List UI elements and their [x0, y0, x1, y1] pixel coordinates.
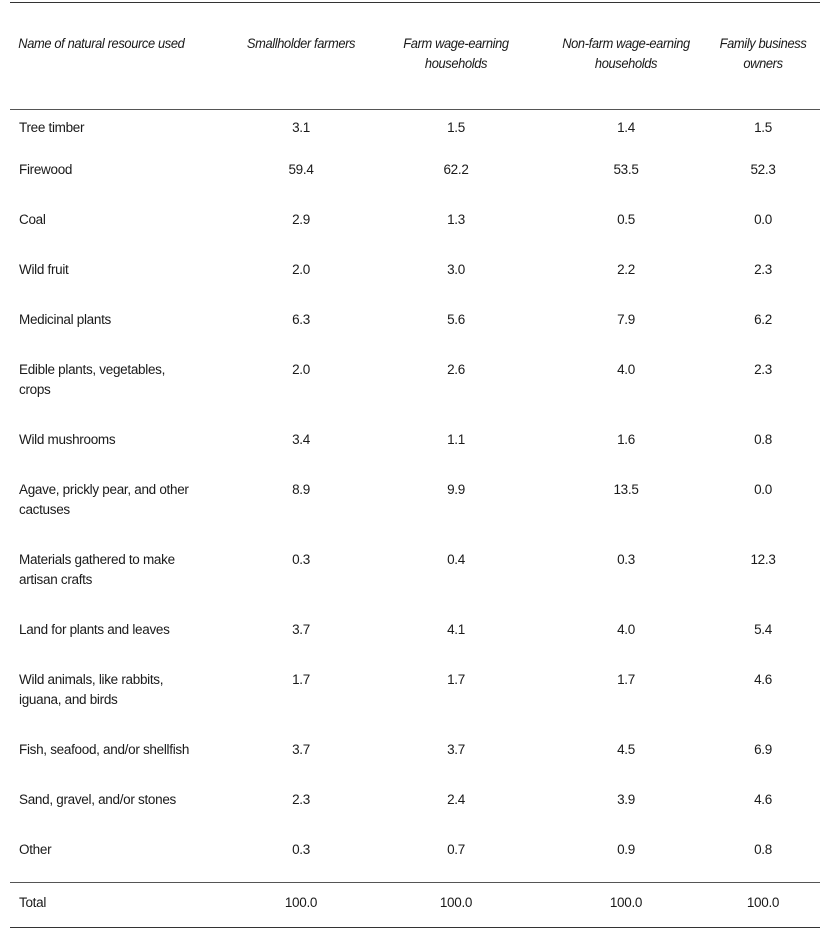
smallholder-value-cell: 0.3	[292, 842, 310, 857]
farm-wage-value-cell: 9.9	[447, 482, 465, 497]
non-farm-wage-value-cell: 1.4	[617, 120, 635, 135]
table-row	[10, 352, 820, 422]
non-farm-wage-value-cell: 0.9	[617, 842, 635, 857]
smallholder-value-cell: 2.9	[292, 212, 310, 227]
table-row	[10, 612, 820, 662]
smallholder-value-cell: 2.3	[292, 792, 310, 807]
farm-wage-value-cell: 4.1	[447, 622, 465, 637]
table-row	[10, 252, 820, 302]
farm-wage-value-cell: 1.7	[447, 672, 465, 687]
farm-wage-value-cell: 1.5	[447, 120, 465, 135]
smallholder-value-cell: 3.4	[292, 432, 310, 447]
smallholder-value-cell: 3.1	[292, 120, 310, 135]
non-farm-wage-value-cell: 13.5	[613, 482, 639, 497]
smallholder-value-cell: 8.9	[292, 482, 310, 497]
farm-wage-value-cell: 1.3	[447, 212, 465, 227]
farm-wage-value-cell: 3.7	[447, 742, 465, 757]
resource-name-cell: Medicinal plants	[19, 312, 112, 327]
non-farm-wage-value-cell: 1.7	[617, 672, 635, 687]
resource-name-cell: Tree timber	[19, 120, 85, 135]
table-row	[10, 732, 820, 782]
farm-wage-value-cell: 1.1	[447, 432, 465, 447]
resource-name-cell: Coal	[19, 212, 46, 227]
non-farm-wage-value-cell: 53.5	[613, 162, 639, 177]
table-row	[10, 472, 820, 542]
table-row	[10, 542, 820, 612]
farm-wage-value-cell: 2.4	[447, 792, 465, 807]
table-row	[10, 202, 820, 252]
non-farm-wage-value-cell: 4.0	[617, 622, 635, 637]
non-farm-wage-value-cell: 4.0	[617, 362, 635, 377]
total-smallholder: 100.0	[284, 895, 318, 910]
family-business-value-cell: 0.8	[754, 842, 772, 857]
smallholder-value-cell: 3.7	[292, 742, 310, 757]
smallholder-value-cell: 3.7	[292, 622, 310, 637]
farm-wage-value-cell: 0.7	[447, 842, 465, 857]
resource-name-cell: Fish, seafood, and/or shellfish	[19, 742, 190, 757]
farm-wage-value-cell: 0.4	[447, 552, 465, 567]
resource-name-cell: Materials gathered to make artisan crafts	[19, 552, 175, 587]
family-business-value-cell: 0.0	[754, 482, 772, 497]
resource-name-cell: Wild animals, like rabbits, iguana, and birds	[19, 672, 164, 707]
total-row	[10, 883, 820, 927]
table-row	[10, 152, 820, 202]
family-business-value-cell: 52.3	[750, 162, 776, 177]
header-family-business-owners: Family business owners	[719, 35, 807, 71]
family-business-value-cell: 0.8	[754, 432, 772, 447]
total-family-business: 100.0	[746, 895, 780, 910]
resource-name-cell: Wild mushrooms	[19, 432, 116, 447]
farm-wage-value-cell: 62.2	[443, 162, 469, 177]
header-smallholder-farmers: Smallholder farmers	[246, 35, 356, 51]
resource-name-cell: Firewood	[19, 162, 73, 177]
farm-wage-value-cell: 3.0	[447, 262, 465, 277]
family-business-value-cell: 2.3	[754, 262, 772, 277]
family-business-value-cell: 12.3	[750, 552, 776, 567]
family-business-value-cell: 0.0	[754, 212, 772, 227]
total-non-farm-wage: 100.0	[609, 895, 643, 910]
farm-wage-value-cell: 5.6	[447, 312, 465, 327]
table-row	[10, 832, 820, 882]
resource-name-cell: Edible plants, vegetables, crops	[19, 362, 166, 397]
data-table-container	[10, 2, 820, 928]
total-farm-wage: 100.0	[439, 895, 473, 910]
farm-wage-value-cell: 2.6	[447, 362, 465, 377]
non-farm-wage-value-cell: 7.9	[617, 312, 635, 327]
non-farm-wage-value-cell: 0.5	[617, 212, 635, 227]
header-farm-wage-earning: Farm wage-earning households	[403, 35, 509, 71]
natural-resource-table-body	[10, 110, 820, 882]
non-farm-wage-value-cell: 3.9	[617, 792, 635, 807]
smallholder-value-cell: 2.0	[292, 362, 310, 377]
header-non-farm-wage-earning: Non-farm wage-earning households	[562, 35, 690, 71]
family-business-value-cell: 4.6	[754, 672, 772, 687]
header-resource-name: Name of natural resource used	[18, 35, 185, 51]
family-business-value-cell: 5.4	[754, 622, 772, 637]
family-business-value-cell: 6.2	[754, 312, 772, 327]
family-business-value-cell: 6.9	[754, 742, 772, 757]
family-business-value-cell: 1.5	[754, 120, 772, 135]
family-business-value-cell: 2.3	[754, 362, 772, 377]
table-row	[10, 782, 820, 832]
natural-resource-table	[10, 3, 820, 95]
resource-name-cell: Agave, prickly pear, and other cactuses	[19, 482, 189, 517]
non-farm-wage-value-cell: 2.2	[617, 262, 635, 277]
natural-resource-table-total	[10, 883, 820, 927]
family-business-value-cell: 4.6	[754, 792, 772, 807]
smallholder-value-cell: 1.7	[292, 672, 310, 687]
resource-name-cell: Wild fruit	[19, 262, 69, 277]
smallholder-value-cell: 6.3	[292, 312, 310, 327]
resource-name-cell: Other	[19, 842, 52, 857]
table-row	[10, 422, 820, 472]
total-label: Total	[19, 895, 47, 910]
table-row	[10, 302, 820, 352]
resource-name-cell: Sand, gravel, and/or stones	[19, 792, 177, 807]
non-farm-wage-value-cell: 0.3	[617, 552, 635, 567]
table-row	[10, 110, 820, 152]
smallholder-value-cell: 2.0	[292, 262, 310, 277]
smallholder-value-cell: 0.3	[292, 552, 310, 567]
non-farm-wage-value-cell: 4.5	[617, 742, 635, 757]
table-row	[10, 662, 820, 732]
resource-name-cell: Land for plants and leaves	[19, 622, 170, 637]
non-farm-wage-value-cell: 1.6	[617, 432, 635, 447]
smallholder-value-cell: 59.4	[288, 162, 314, 177]
header-row	[10, 3, 820, 95]
